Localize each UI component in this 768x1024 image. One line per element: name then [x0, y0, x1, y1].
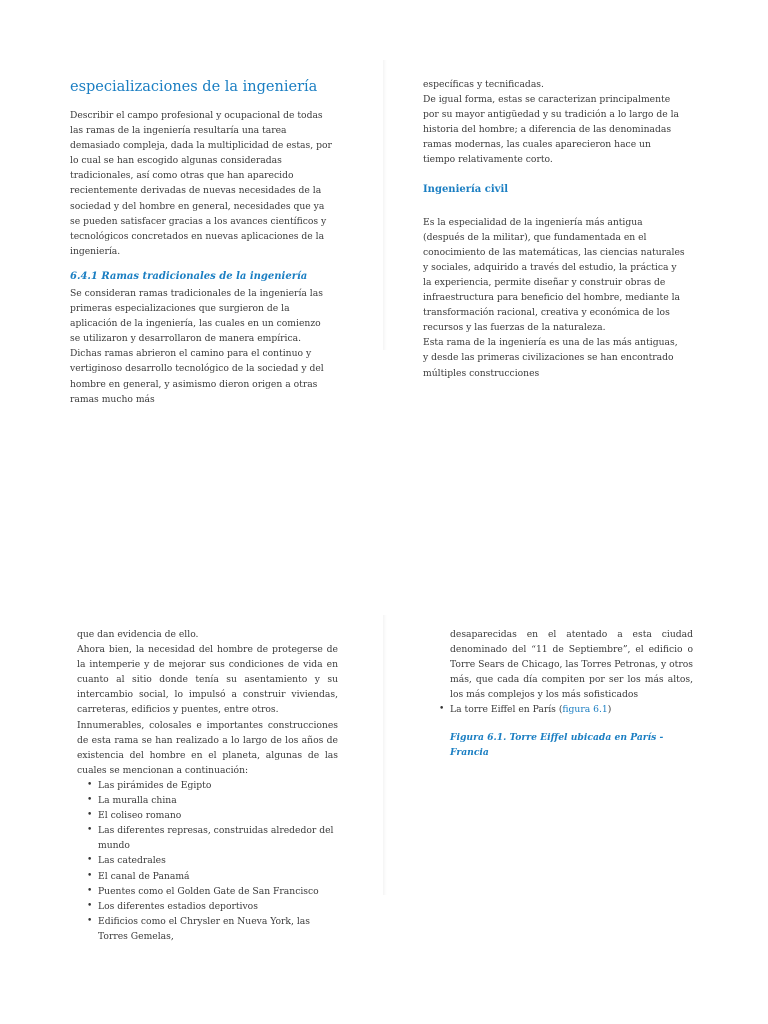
bottom-left-column: [77, 627, 338, 944]
list-item: • Puentes como el Golden Gate de San Francisco: [77, 884, 338, 899]
list-item-text: La torre Eiffel en París (: [450, 704, 563, 716]
list-item: • Los diferentes estadios deportivos: [77, 899, 338, 914]
list-item: • El coliseo romano: [77, 808, 338, 823]
list-item-close: ): [607, 704, 612, 716]
tradition-paragraph: De igual forma, estas se caracterizan principalmente por su mayor antigüedad y su tradición a lo largo de la historia del hombre; a diferencia de las denominadas ramas modernas, las cuales aparecieron hace un tiempo relativamente corto.: [423, 94, 680, 166]
list-item: • El canal de Panamá: [77, 869, 338, 884]
shelter-paragraph: Ahora bien, la necesidad del hombre de protegerse de la intemperie y de mejorar sus condiciones de vida en cuanto al sitio donde tenía su asentamiento y su intercambio social, lo impulsó a construir viviendas, carreteras, edificios y puentes, entre otros.: [77, 644, 338, 716]
continuation-text: específicas y tecnificadas.: [423, 79, 544, 90]
figure-link[interactable]: figura 6.1: [562, 704, 608, 716]
top-left-column: [70, 78, 332, 407]
list-item: • La muralla china: [77, 793, 338, 808]
list-item: • Edificios como el Chrysler en Nueva York, las Torres Gemelas,: [77, 914, 338, 944]
section-title: especializaciones de la ingeniería: [70, 79, 318, 95]
civil-engineering-definition: Es la especialidad de la ingeniería más antigua (después de la militar), que fundamentada en el conocimiento de las matemáticas, las ciencias naturales y sociales, adquirido a través del estudio, la práctica y la experiencia, permite diseñar y construir obras de infraestructura para beneficio del hombre, mediante la transformación racional, creativa y económica de los recursos y las fuerzas de la naturaleza.: [423, 216, 685, 334]
civil-engineering-heading: Ingeniería civil: [423, 183, 509, 195]
eiffel-list: [429, 702, 693, 717]
page-gutter-shadow: [383, 60, 387, 350]
evidence-text: que dan evidencia de ello.: [77, 629, 199, 640]
civil-engineering-history: Esta rama de la ingeniería es una de las más antiguas, y desde las primeras civilizaciones se han encontrado múltiples construcciones: [423, 337, 678, 379]
list-item: • Las catedrales: [77, 853, 338, 868]
traditional-branches-paragraph: Se consideran ramas tradicionales de la ingeniería las primeras especializaciones que surgieron de la aplicación de la ingeniería, las cuales en un comienzo se utilizaron y desarrollaron de manera empírica. Dichas ramas abrieron el camino para el continuo y vertiginoso desarrollo tecnológico de la sociedad y del hombre en general, y asimismo dieron origen a otras ramas mucho más: [70, 287, 324, 405]
constructions-paragraph: Innumerables, colosales e importantes construcciones de esta rama se han realizado a lo largo de los años de existencia del hombre en el planeta, algunas de las cuales se mencionan a continuación:: [77, 719, 338, 776]
list-item: • Las pirámides de Egipto: [77, 778, 338, 793]
list-item: [429, 702, 693, 717]
figure-caption: Figura 6.1. Torre Eiffel ubicada en París -Francia: [450, 731, 664, 758]
continuation-paragraph: desaparecidas en el atentado a esta ciudad denominado del “11 de Septiembre”, el edificio o Torre Sears de Chicago, las Torres Petronas, y otros más, que cada día compiten por ser los más altos, los más complejos y los más sofisticados: [450, 629, 693, 701]
bottom-right-column: [450, 627, 693, 760]
constructions-list: [77, 778, 338, 944]
top-right-column: [423, 77, 685, 381]
list-item: • Las diferentes represas, construidas alrededor del mundo: [77, 823, 338, 853]
page-gutter-shadow: [383, 615, 387, 895]
intro-paragraph: Describir el campo profesional y ocupacional de todas las ramas de la ingeniería resultaría una tarea demasiado compleja, dada la multiplicidad de estas, por lo cual se han escogido algunas consideradas tradicionales, así como otras que han aparecido recientemente derivadas de nuevas necesidades de la sociedad y del hombre en general, necesidades que ya se pueden satisfacer gracias a los avances científicos y tecnológicos concretados en nuevas aplicaciones de la ingeniería.: [70, 110, 332, 257]
subsection-heading: 6.4.1 Ramas tradicionales de la ingeniería: [70, 270, 308, 282]
